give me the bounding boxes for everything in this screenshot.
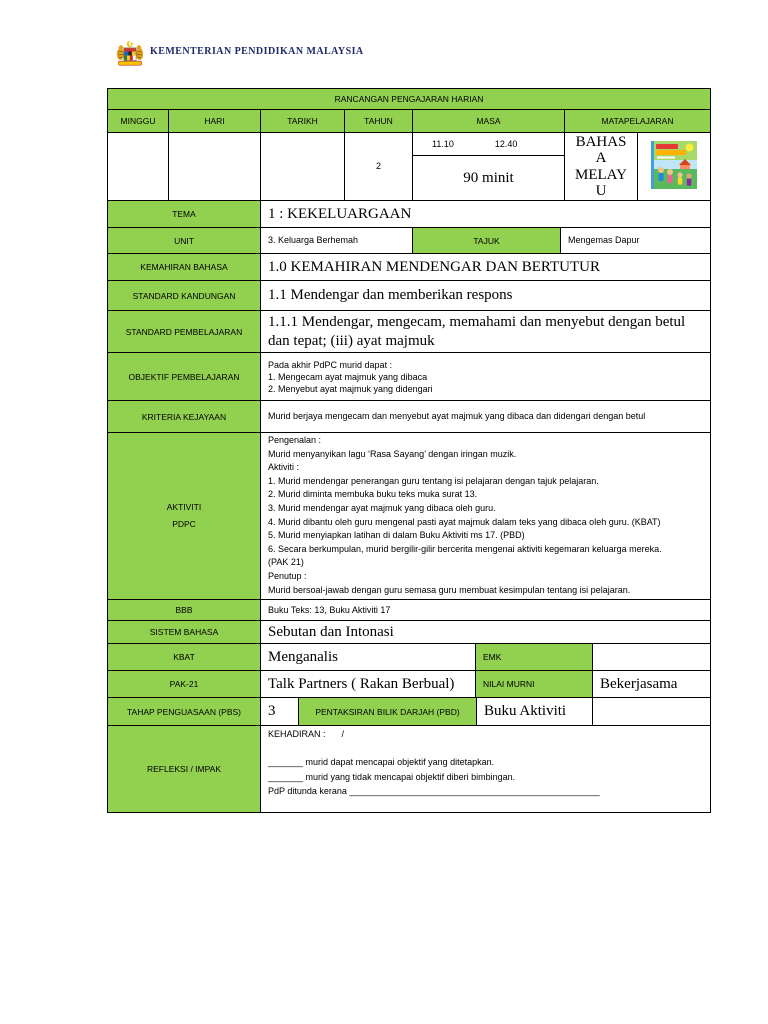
- masa-time-cell: [412, 132, 565, 156]
- standard-kandungan-value: 1.1 Mendengar dan memberikan respons: [260, 280, 711, 311]
- aktiviti-value: [260, 432, 711, 600]
- unit-value: 3. Keluarga Berhemah: [260, 227, 413, 254]
- kriteria-value: Murid berjaya mengecam dan menyebut ayat majmuk yang dibaca dan didengari dengan betul: [260, 400, 711, 433]
- header-matapelajaran: MATAPELAJARAN: [564, 109, 711, 133]
- sistem-bahasa-value: Sebutan dan Intonasi: [260, 620, 711, 644]
- refleksi-line: _______ murid dapat mencapai objektif yang ditetapkan.: [268, 757, 495, 768]
- aktiviti-heading-pengenalan: Pengenalan :: [268, 435, 322, 445]
- aktiviti-step: 6. Secara berkumpulan, murid bergilir-gilir bercerita mengenai aktiviti kegemaran keluarga mereka.: [268, 543, 662, 554]
- aktiviti-step: 3. Murid mendengar ayat majmuk yang dibaca oleh guru.: [268, 502, 496, 513]
- subject-cell: [564, 132, 638, 201]
- kemahiran-bahasa-label: KEMAHIRAN BAHASA: [107, 253, 261, 281]
- kbat-label: KBAT: [107, 643, 261, 671]
- aktiviti-step: 5. Murid menyiapkan latihan di dalam Buku Aktiviti ms 17. (PBD): [268, 530, 525, 541]
- masa-duration: 90 minit: [412, 155, 565, 201]
- kriteria-label: KRITERIA KEJAYAAN: [107, 400, 261, 433]
- aktiviti-label-line1: AKTIVITI: [166, 502, 202, 512]
- kehadiran-line: [268, 727, 600, 741]
- sistem-bahasa-label: SISTEM BAHASA: [107, 620, 261, 644]
- textbook-cover-cell: [637, 132, 711, 201]
- objektif-item: 1. Mengecam ayat majmuk yang dibaca: [268, 371, 428, 382]
- emk-value-cell: [592, 643, 711, 671]
- pbd-extra-cell: [592, 697, 711, 726]
- refleksi-list: [268, 727, 600, 798]
- tahap-penguasaan-label: TAHAP PENGUASAAN (PBS): [107, 697, 261, 726]
- blank-line: [268, 741, 600, 755]
- objektif-value: [260, 352, 711, 401]
- header-hari: HARI: [168, 109, 261, 133]
- tajuk-label: TAJUK: [412, 227, 561, 254]
- aktiviti-step-tag: (PAK 21): [268, 557, 304, 568]
- aktiviti-line: Murid bersoal-jawab dengan guru semasa guru membuat kesimpulan tentang isi pelajaran.: [268, 584, 631, 595]
- aktiviti-heading-penutup: Penutup :: [268, 570, 307, 581]
- objektif-intro: Pada akhir PdPC murid dapat :: [268, 359, 393, 370]
- objektif-list: [268, 359, 433, 395]
- pak21-label: PAK-21: [107, 670, 261, 698]
- unit-label: UNIT: [107, 227, 261, 254]
- aktiviti-label-line2: PDPC: [172, 519, 196, 529]
- hari-value-cell: [168, 132, 261, 201]
- aktiviti-line: Murid menyanyikan lagu ‘Rasa Sayang’ dengan iringan muzik.: [268, 448, 517, 459]
- pbd-label: PENTAKSIRAN BILIK DARJAH (PBD): [298, 697, 477, 726]
- kbat-value: Menganalis: [260, 643, 476, 671]
- masa-start: 11.10: [432, 138, 454, 149]
- header-minggu: MINGGU: [107, 109, 169, 133]
- minggu-value-cell: [107, 132, 169, 201]
- tajuk-value: Mengemas Dapur: [560, 227, 711, 254]
- aktiviti-step: 4. Murid dibantu oleh guru mengenal pasti ayat majmuk dalam teks yang dibaca oleh guru. (KBAT): [268, 516, 661, 527]
- pbd-value: Buku Aktiviti: [476, 697, 593, 726]
- kehadiran-separator: /: [341, 729, 345, 739]
- tema-label: TEMA: [107, 200, 261, 228]
- standard-pembelajaran-text: 1.1.1 Mendengar, mengecam, memahami dan menyebut dengan betul dan tepat; (iii) ayat majmuk: [268, 313, 686, 349]
- refleksi-line: PdP ditunda kerana __________________________________________________: [268, 785, 600, 796]
- tahun-value: 2: [344, 132, 413, 201]
- header-masa: MASA: [412, 109, 565, 133]
- pak21-value: Talk Partners ( Rakan Berbual): [260, 670, 476, 698]
- nilai-murni-value: Bekerjasama: [592, 670, 711, 698]
- aktiviti-list: [268, 434, 662, 597]
- standard-pembelajaran-label: STANDARD PEMBELAJARAN: [107, 310, 261, 353]
- textbook-cover-image: [651, 141, 697, 189]
- subject-name: BAHASA MELAYU: [575, 133, 627, 199]
- standard-kandungan-label: STANDARD KANDUNGAN: [107, 280, 261, 311]
- kehadiran-label: KEHADIRAN :: [268, 729, 326, 739]
- aktiviti-step: 2. Murid diminta membuka buku teks muka surat 13.: [268, 489, 478, 500]
- refleksi-line: _______ murid yang tidak mencapai objektif diberi bimbingan.: [268, 771, 516, 782]
- objektif-item: 2. Menyebut ayat majmuk yang didengari: [268, 383, 433, 394]
- header-tarikh: TARIKH: [260, 109, 345, 133]
- aktiviti-label: [107, 432, 261, 600]
- emk-label: EMK: [475, 643, 593, 671]
- standard-pembelajaran-value: [260, 310, 711, 353]
- bbb-label: BBB: [107, 599, 261, 621]
- ministry-name: KEMENTERIAN PENDIDIKAN MALAYSIA: [150, 46, 364, 57]
- tahap-penguasaan-value: 3: [260, 697, 299, 726]
- aktiviti-step: 1. Murid mendengar penerangan guru tentang isi pelajaran dengan tajuk pelajaran.: [268, 475, 599, 486]
- bbb-value: Buku Teks: 13, Buku Aktiviti 17: [260, 599, 711, 621]
- tarikh-value-cell: [260, 132, 345, 201]
- plan-title: RANCANGAN PENGAJARAN HARIAN: [107, 88, 711, 110]
- header-tahun: TAHUN: [344, 109, 413, 133]
- aktiviti-heading-aktiviti: Aktiviti :: [268, 462, 300, 473]
- masa-end: 12.40: [494, 138, 518, 149]
- objektif-label: OBJEKTIF PEMBELAJARAN: [107, 352, 261, 401]
- refleksi-label: REFLEKSI / IMPAK: [107, 725, 261, 813]
- coat-of-arms-icon: [115, 40, 145, 66]
- kemahiran-bahasa-value: 1.0 KEMAHIRAN MENDENGAR DAN BERTUTUR: [260, 253, 711, 281]
- refleksi-value: [260, 725, 711, 813]
- nilai-murni-label: NILAI MURNI: [475, 670, 593, 698]
- tema-value: 1 : KEKELUARGAAN: [260, 200, 711, 228]
